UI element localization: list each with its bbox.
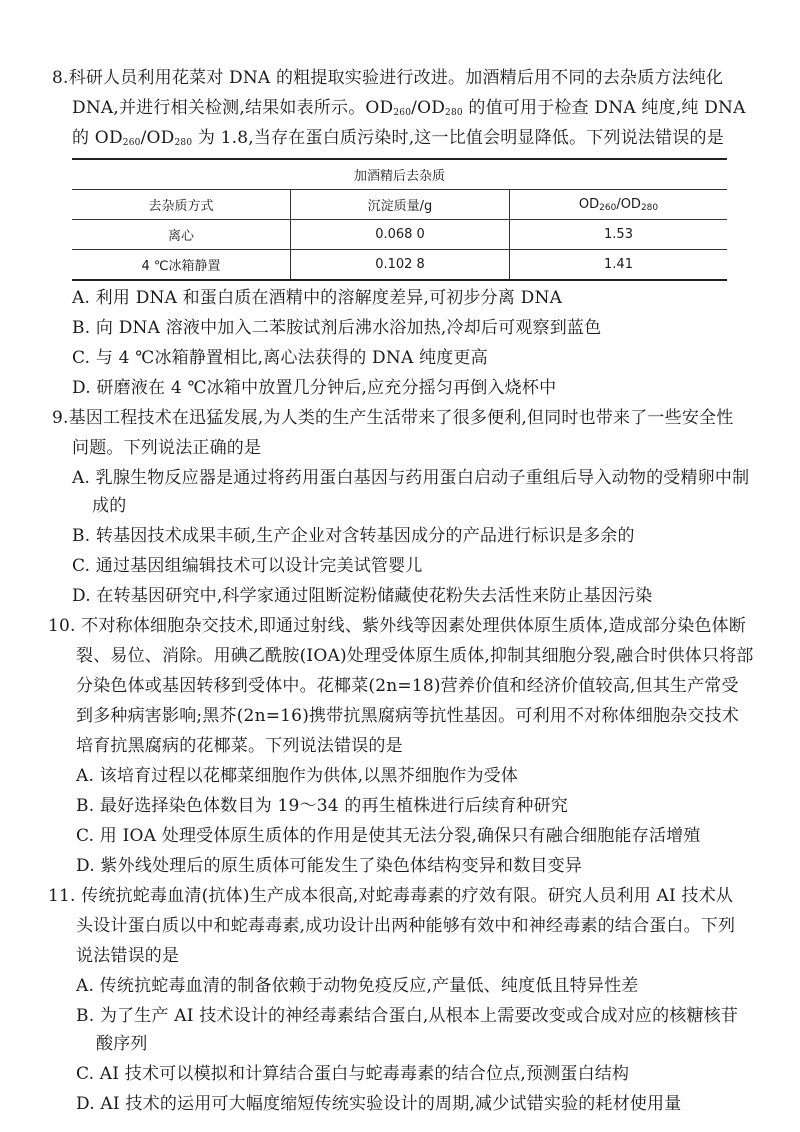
q10-stem-line-5: 培育抗黑腐病的花椰菜。下列说法错误的是 [76,736,403,756]
q10-option-c: C. 用 IOA 处理受体原生质体的作用是使其无法分裂,确保只有融合细胞能存活增殖 [76,826,701,846]
q9-option-b: B. 转基因技术成果丰硕,生产企业对含转基因成分的产品进行标识是多余的 [72,526,635,546]
table-header-od: $OD_{260}/OD_{280}$ [510,190,728,220]
table-header-method: 去杂质方式 [72,190,291,220]
q11-option-c: C. AI 技术可以模拟和计算结合蛋白与蛇毒毒素的结合位点,预测蛋白结构 [76,1064,630,1084]
q9-option-a-line-2: 成的 [92,496,127,516]
table-row [72,220,727,250]
table-cell: 1.41 [510,250,728,281]
q9-option-c: C. 通过基因组编辑技术可以设计完美试管婴儿 [72,556,423,576]
q8-stem-line-1: 8.科研人员利用花菜对 DNA 的粗提取实验进行改进。加酒精后用不同的去杂质方法纯化 [52,68,724,88]
q11-stem-line-1: 11. 传统抗蛇毒血清(抗体)生产成本很高,对蛇毒毒素的疗效有限。研究人员利用 AI 技术从 [48,886,734,906]
table-caption-row [72,159,727,190]
q8-results-table [72,158,727,281]
table-cell: 0.068 0 [291,220,510,250]
q8-stem-line-2: DNA,并进行相关检测,结果如表所示。$OD_{260}/OD_{280}$ 的值可用于检查 DNA 纯度,纯 DNA [72,98,746,118]
q9-option-a-line-1: A. 乳腺生物反应器是通过将药用蛋白基因与药用蛋白启动子重组后导入动物的受精卵中制 [72,468,750,488]
q9-stem-line-1: 9.基因工程技术在迅猛发展,为人类的生产生活带来了很多便利,但同时也带来了一些安全性 [52,408,734,428]
q10-stem-line-1: 10. 不对称体细胞杂交技术,即通过射线、紫外线等因素处理供体原生质体,造成部分染色体断 [48,616,747,636]
q10-option-b: B. 最好选择染色体数目为 19～34 的再生植株进行后续育种研究 [76,796,568,816]
q8-option-b: B. 向 DNA 溶液中加入二苯胺试剂后沸水浴加热,冷却后可观察到蓝色 [72,318,602,338]
q10-option-d: D. 紫外线处理后的原生质体可能发生了染色体结构变异和数目变异 [76,856,583,876]
table-row [72,250,727,281]
table-header-row [72,190,727,220]
q8-option-a: A. 利用 DNA 和蛋白质在酒精中的溶解度差异,可初步分离 DNA [72,288,563,308]
q10-stem-line-3: 分染色体或基因转移到受体中。花椰菜(2n=18)营养价值和经济价值较高,但其生产常受 [76,676,739,696]
q8-option-d: D. 研磨液在 4 ℃冰箱中放置几分钟后,应充分摇匀再倒入烧杯中 [72,378,557,398]
q9-option-d: D. 在转基因研究中,科学家通过阻断淀粉储藏使花粉失去活性来防止基因污染 [72,586,653,606]
q10-option-a: A. 该培育过程以花椰菜细胞作为供体,以黑芥细胞作为受体 [76,766,519,786]
table-header-mass: 沉淀质量/g [291,190,510,220]
q8-stem-line-3: 的 $OD_{260}/OD_{280}$ 为 1.8,当存在蛋白质污染时,这一比值会明显降低。下列说法错误的是 [72,128,724,148]
table-caption: 加酒精后去杂质 [72,159,727,190]
q11-option-d: D. AI 技术的运用可大幅度缩短传统实验设计的周期,减少试错实验的耗材使用量 [76,1094,682,1114]
table-cell: 离心 [72,220,291,250]
table-cell: 0.102 8 [291,250,510,281]
q9-stem-line-2: 问题。下列说法正确的是 [72,438,262,458]
q8-option-c: C. 与 4 ℃冰箱静置相比,离心法获得的 DNA 纯度更高 [72,348,488,368]
table-cell: 1.53 [510,220,728,250]
q10-stem-line-2: 裂、易位、消除。用碘乙酰胺(IOA)处理受体原生质体,抑制其细胞分裂,融合时供体只将部 [76,646,754,666]
q11-option-b-line-2: 酸序列 [96,1034,148,1054]
q11-stem-line-3: 说法错误的是 [76,946,180,966]
q10-stem-line-4: 到多种病害影响;黑芥(2n=16)携带抗黑腐病等抗性基因。可利用不对称体细胞杂交技术 [76,706,740,726]
q11-option-a: A. 传统抗蛇毒血清的制备依赖于动物免疫反应,产量低、纯度低且特异性差 [76,976,639,996]
table-cell: 4 ℃冰箱静置 [72,250,291,281]
q11-option-b-line-1: B. 为了生产 AI 技术设计的神经毒素结合蛋白,从根本上需要改变或合成对应的核糖核苷 [76,1006,739,1026]
q11-stem-line-2: 头设计蛋白质以中和蛇毒毒素,成功设计出两种能够有效中和神经毒素的结合蛋白。下列 [76,916,736,936]
